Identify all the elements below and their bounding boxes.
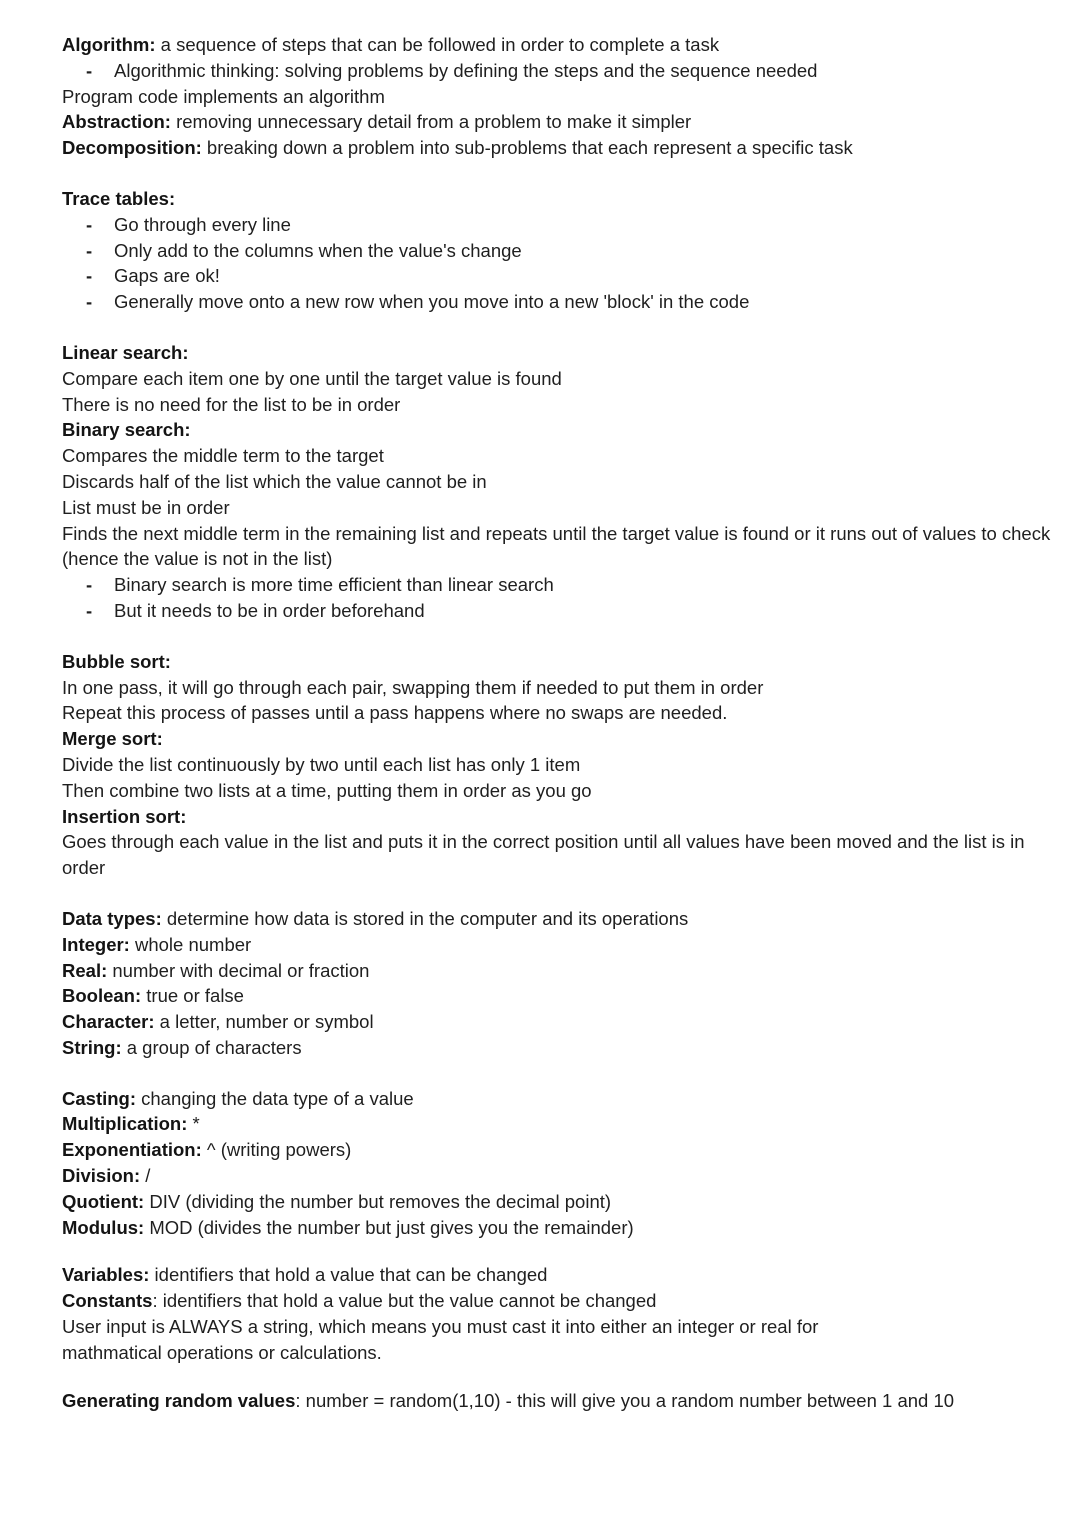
dash-bullet-icon: - [86, 599, 93, 621]
bullet-item: - Binary search is more time efficient than linear search [62, 572, 1052, 598]
string-definition: String: a group of characters [62, 1036, 302, 1058]
term: Constants [62, 1290, 153, 1312]
boolean-definition: Boolean: true or false [62, 985, 244, 1007]
quotient-definition: Quotient: DIV (dividing the number but removes the decimal point) [62, 1190, 612, 1212]
text-line: Divide the list continuously by two until each list has only 1 item [62, 753, 581, 775]
text-paragraph: Finds the next middle term in the remaining list and repeats until the target value is found or it runs out of values to check (hence the value is not in the list) [62, 522, 1051, 570]
dash-bullet-icon: - [86, 59, 93, 81]
text-line: List must be in order [62, 496, 230, 518]
term: Exponentiation: [62, 1139, 202, 1161]
text-line: Repeat this process of passes until a pass happens where no swaps are needed. [62, 702, 728, 724]
division-definition: Division: / [62, 1165, 151, 1187]
bullet-item: - But it needs to be in order beforehand [62, 598, 1052, 624]
insertion-sort-heading: Insertion sort: [62, 805, 187, 827]
term: Casting: [62, 1087, 136, 1109]
text-line: In one pass, it will go through each pair, swapping them if needed to put them in order [62, 676, 764, 698]
bullet-item: - Algorithmic thinking: solving problems by defining the steps and the sequence needed [62, 58, 1052, 84]
exponentiation-definition: Exponentiation: ^ (writing powers) [62, 1139, 352, 1161]
program-code-note: Program code implements an algorithm [62, 85, 385, 107]
binary-search-heading: Binary search: [62, 419, 191, 441]
term: Modulus: [62, 1216, 145, 1238]
dash-bullet-icon: - [86, 574, 93, 596]
definition: breaking down a problem into sub-problems that each represent a specific task [201, 137, 853, 159]
term: Data types: [62, 907, 162, 929]
term: Decomposition: [62, 137, 202, 159]
term: String: [62, 1036, 122, 1058]
text-line: Compare each item one by one until the target value is found [62, 367, 562, 389]
integer-definition: Integer: whole number [62, 933, 252, 955]
term: Division: [62, 1165, 141, 1187]
user-input-note: User input is ALWAYS a string, which means you must cast it into either an integer or real for mathmatical operations or calculations. [62, 1316, 819, 1363]
bubble-sort-heading: Bubble sort: [62, 650, 171, 672]
dash-bullet-icon: - [86, 291, 93, 313]
text-paragraph: Goes through each value in the list and puts it in the correct position until all values have been moved and the list is in order [62, 831, 1025, 879]
text-line: Discards half of the list which the value cannot be in [62, 470, 487, 492]
text-line: Then combine two lists at a time, putting them in order as you go [62, 779, 592, 801]
real-definition: Real: number with decimal or fraction [62, 959, 370, 981]
term: Variables: [62, 1264, 150, 1286]
dash-bullet-icon: - [86, 213, 93, 235]
modulus-definition: Modulus: MOD (divides the number but just gives you the remainder) [62, 1216, 634, 1238]
dash-bullet-icon: - [86, 265, 93, 287]
random-values-definition: Generating random values: number = random(1,10) - this will give you a random number between 1 and 10 [62, 1389, 955, 1411]
bullet-item: - Gaps are ok! [62, 263, 1052, 289]
decomposition-definition [62, 135, 1052, 161]
algorithm-definition [62, 32, 1052, 58]
casting-definition: Casting: changing the data type of a value [62, 1087, 414, 1109]
term: Quotient: [62, 1190, 145, 1212]
dash-bullet-icon: - [86, 239, 93, 261]
term: Boolean: [62, 985, 142, 1007]
term: Real: [62, 959, 108, 981]
abstraction-definition [62, 109, 1052, 135]
data-types-definition: Data types: determine how data is stored in the computer and its operations [62, 907, 689, 929]
term: Character: [62, 1011, 155, 1033]
term: Algorithm: [62, 34, 156, 55]
bullet-item: - Generally move onto a new row when you move into a new 'block' in the code [62, 289, 1052, 315]
definition: removing unnecessary detail from a problem to make it simpler [170, 111, 692, 133]
term: Integer: [62, 933, 130, 955]
definition: a sequence of steps that can be followed in order to complete a task [155, 34, 720, 55]
notes-page [62, 32, 1052, 1413]
constants-definition: Constants: identifiers that hold a value but the value cannot be changed [62, 1290, 657, 1312]
text-line: There is no need for the list to be in order [62, 393, 401, 415]
character-definition: Character: a letter, number or symbol [62, 1011, 374, 1033]
merge-sort-heading: Merge sort: [62, 728, 163, 750]
term: Generating random values [62, 1389, 296, 1411]
bullet-item: - Go through every line [62, 212, 1052, 238]
bullet-item: - Only add to the columns when the value's change [62, 238, 1052, 264]
linear-search-heading: Linear search: [62, 341, 189, 363]
variables-definition: Variables: identifiers that hold a value that can be changed [62, 1264, 548, 1286]
term: Abstraction: [62, 111, 171, 133]
term: Multiplication: [62, 1113, 188, 1135]
multiplication-definition: Multiplication: * [62, 1113, 200, 1135]
text-line: Compares the middle term to the target [62, 445, 384, 467]
trace-tables-heading: Trace tables: [62, 187, 176, 209]
